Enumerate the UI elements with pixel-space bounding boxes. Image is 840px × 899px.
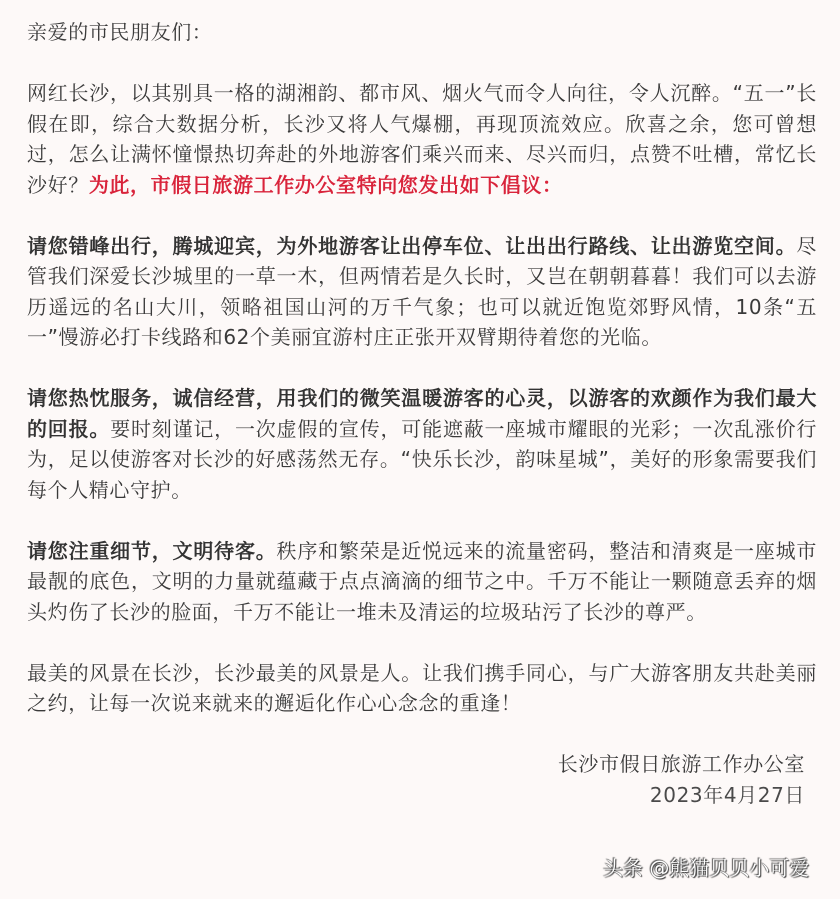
proposal-lead: 请您错峰出行，腾城迎宾，为外地游客让出停车位、让出出行路线、让出游览空间。	[27, 233, 797, 258]
proposal-body: 要时刻谨记，一次虚假的宣传，可能遮蔽一座城市耀眼的光彩；一次乱涨价行为，足以使游客对长沙的好感荡然无存。“快乐长沙，韵味星城”，美好的形象需要我们每个人精心守护。	[27, 416, 817, 502]
proposal-paragraph-2	[27, 383, 817, 505]
watermark: 头条 @熊猫贝贝小可爱	[603, 856, 810, 880]
date: 2023年4月27日	[649, 782, 805, 807]
intro-paragraph	[27, 78, 817, 200]
proposal-body: 秩序和繁荣是近悦远来的流量密码，整洁和清爽是一座城市最靓的底色，文明的力量就蕴藏于点点滴滴的细节之中。千万不能让一颗随意丢弃的烟头灼伤了长沙的脸面，千万不能让一堆未及清运的垃圾玷污了长沙的尊严。	[27, 538, 817, 624]
proposal-paragraph-1	[27, 231, 817, 353]
intro-text: 网红长沙，以其别具一格的湖湘韵、都市风、烟火气而令人向往，令人沉醉。“五一”长假在即，综合大数据分析，长沙又将人气爆棚，再现顶流效应。欣喜之余，您可曾想过，怎么让满怀憧憬热切奔赴的外地游客们乘兴而来、尽兴而归，点赞不吐槽，常忆长沙好？	[27, 81, 817, 197]
closing-paragraph: 最美的风景在长沙，长沙最美的风景是人。让我们携手同心，与广大游客朋友共赴美丽之约，让每一次说来就来的邂逅化作心心念念的重逢！	[27, 660, 817, 715]
salutation: 亲爱的市民朋友们：	[27, 20, 213, 44]
proposal-body: 尽管我们深爱长沙城里的一草一木，但两情若是久长时，又岂在朝朝暮暮！我们可以去游历遥远的名山大川，领略祖国山河的万千气象；也可以就近饱览郊野风情，10条“五一”慢游必打卡线路和62个美丽宜游村庄正张开双臂期待着您的光临。	[27, 233, 817, 349]
proposal-lead: 请您热忱服务，诚信经营，用我们的微笑温暖游客的心灵，以游客的欢颜作为我们最大的回报。	[27, 386, 817, 441]
letter-document	[27, 17, 817, 810]
proposal-lead: 请您注重细节，文明待客。	[27, 538, 277, 563]
proposal-paragraph-3	[27, 536, 817, 628]
intro-highlight: 为此，市假日旅游工作办公室特向您发出如下倡议：	[88, 172, 563, 197]
signature: 长沙市假日旅游工作办公室	[557, 752, 805, 776]
